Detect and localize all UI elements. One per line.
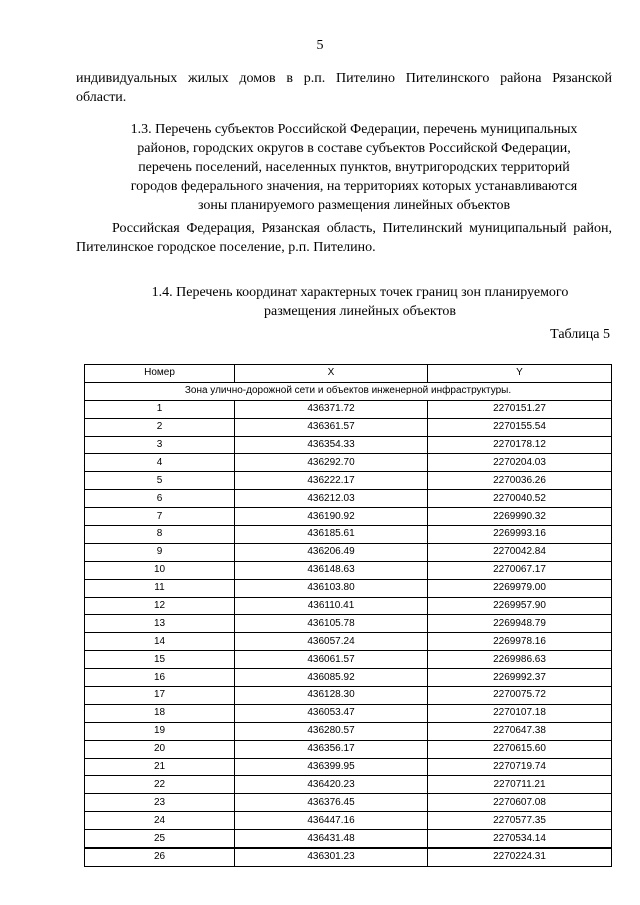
table-row xyxy=(85,722,612,740)
table-header-row xyxy=(85,365,612,383)
x-cell: 436110.41 xyxy=(235,597,428,615)
x-cell: 436292.70 xyxy=(235,454,428,472)
section-1-3-line: перечень поселений, населенных пунктов, внутригородских территорий xyxy=(138,160,570,175)
y-cell: 2270036.26 xyxy=(428,472,612,490)
table-row xyxy=(85,633,612,651)
table-row xyxy=(85,615,612,633)
x-cell: 436222.17 xyxy=(235,472,428,490)
point-number-cell: 4 xyxy=(85,454,235,472)
point-number-cell: 1 xyxy=(85,400,235,418)
point-number-cell: 26 xyxy=(85,848,235,866)
section-1-4-heading xyxy=(120,283,600,321)
x-cell: 436420.23 xyxy=(235,776,428,794)
y-cell: 2269948.79 xyxy=(428,615,612,633)
table-row xyxy=(85,400,612,418)
y-cell: 2270067.17 xyxy=(428,561,612,579)
x-cell: 436185.61 xyxy=(235,526,428,544)
x-cell: 436148.63 xyxy=(235,561,428,579)
y-cell: 2270224.31 xyxy=(428,848,612,866)
point-number-cell: 22 xyxy=(85,776,235,794)
point-number-cell: 3 xyxy=(85,436,235,454)
point-number-cell: 12 xyxy=(85,597,235,615)
point-number-cell: 11 xyxy=(85,579,235,597)
intro-paragraph xyxy=(76,69,612,107)
x-cell: 436431.48 xyxy=(235,830,428,848)
y-cell: 2269957.90 xyxy=(428,597,612,615)
table-row xyxy=(85,758,612,776)
table-row xyxy=(85,597,612,615)
table-row xyxy=(85,830,612,848)
x-cell: 436105.78 xyxy=(235,615,428,633)
y-cell: 2270155.54 xyxy=(428,418,612,436)
point-number-cell: 2 xyxy=(85,418,235,436)
table-row xyxy=(85,794,612,812)
section-1-3-line: городов федерального значения, на территориях которых устанавливаются xyxy=(130,179,578,194)
header-x: X xyxy=(235,365,428,383)
y-cell: 2270534.14 xyxy=(428,830,612,848)
x-cell: 436057.24 xyxy=(235,633,428,651)
section-1-3-line: районов, городских округов в составе субъектов Российской Федерации, xyxy=(137,141,571,156)
y-cell: 2269993.16 xyxy=(428,526,612,544)
y-cell: 2270615.60 xyxy=(428,740,612,758)
zone-title-row xyxy=(85,382,612,400)
table-row xyxy=(85,472,612,490)
section-1-3-line: зоны планируемого размещения линейных объектов xyxy=(197,198,511,213)
y-cell: 2270607.08 xyxy=(428,794,612,812)
x-cell: 436085.92 xyxy=(235,669,428,687)
y-cell: 2270151.27 xyxy=(428,400,612,418)
y-cell: 2269979.00 xyxy=(428,579,612,597)
x-cell: 436356.17 xyxy=(235,740,428,758)
point-number-cell: 6 xyxy=(85,490,235,508)
intro-line-2: области. xyxy=(76,90,127,105)
y-cell: 2270075.72 xyxy=(428,687,612,705)
point-number-cell: 21 xyxy=(85,758,235,776)
point-number-cell: 16 xyxy=(85,669,235,687)
x-cell: 436447.16 xyxy=(235,812,428,830)
point-number-cell: 13 xyxy=(85,615,235,633)
point-number-cell: 19 xyxy=(85,722,235,740)
header-number: Номер xyxy=(85,365,235,383)
point-number-cell: 5 xyxy=(85,472,235,490)
y-cell: 2270178.12 xyxy=(428,436,612,454)
point-number-cell: 23 xyxy=(85,794,235,812)
zone-title: Зона улично-дорожной сети и объектов инженерной инфраструктуры. xyxy=(85,382,612,400)
table-row xyxy=(85,561,612,579)
x-cell: 436361.57 xyxy=(235,418,428,436)
x-cell: 436354.33 xyxy=(235,436,428,454)
table-row xyxy=(85,812,612,830)
x-cell: 436280.57 xyxy=(235,722,428,740)
table-row xyxy=(85,651,612,669)
table-row xyxy=(85,418,612,436)
section-1-3-line: 1.3. Перечень субъектов Российской Федерации, перечень муниципальных xyxy=(130,122,578,137)
point-number-cell: 17 xyxy=(85,687,235,705)
point-number-cell: 8 xyxy=(85,526,235,544)
x-cell: 436053.47 xyxy=(235,704,428,722)
y-cell: 2269986.63 xyxy=(428,651,612,669)
point-number-cell: 15 xyxy=(85,651,235,669)
page-number: 5 xyxy=(316,38,324,53)
y-cell: 2270040.52 xyxy=(428,490,612,508)
table-row xyxy=(85,669,612,687)
y-cell: 2270042.84 xyxy=(428,543,612,561)
section-1-4-line: размещения линейных объектов xyxy=(263,304,456,319)
table-row xyxy=(85,508,612,526)
x-cell: 436206.49 xyxy=(235,543,428,561)
table-row xyxy=(85,579,612,597)
y-cell: 2270711.21 xyxy=(428,776,612,794)
x-cell: 436371.72 xyxy=(235,400,428,418)
x-cell: 436061.57 xyxy=(235,651,428,669)
y-cell: 2269990.32 xyxy=(428,508,612,526)
table-row xyxy=(85,687,612,705)
territory-paragraph: Российская Федерация, Рязанская область, Пителинский муниципальный район, Пителинское городское поселение, р.п. Пителино. xyxy=(76,221,612,255)
section-1-4-line: 1.4. Перечень координат характерных точек границ зон планируемого xyxy=(151,285,569,300)
x-cell: 436212.03 xyxy=(235,490,428,508)
y-cell: 2270577.35 xyxy=(428,812,612,830)
y-cell: 2269992.37 xyxy=(428,669,612,687)
x-cell: 436376.45 xyxy=(235,794,428,812)
section-1-3-heading xyxy=(84,120,624,215)
x-cell: 436128.30 xyxy=(235,687,428,705)
x-cell: 436399.95 xyxy=(235,758,428,776)
header-y: Y xyxy=(428,365,612,383)
point-number-cell: 18 xyxy=(85,704,235,722)
table-row xyxy=(85,543,612,561)
table-row xyxy=(85,776,612,794)
y-cell: 2270719.74 xyxy=(428,758,612,776)
table-row xyxy=(85,740,612,758)
point-number-cell: 24 xyxy=(85,812,235,830)
point-number-cell: 7 xyxy=(85,508,235,526)
table-row xyxy=(85,526,612,544)
table-row xyxy=(85,436,612,454)
intro-line-1: индивидуальных жилых домов в р.п. Пителино Пителинского района Рязанской xyxy=(76,71,612,86)
point-number-cell: 10 xyxy=(85,561,235,579)
table-label: Таблица 5 xyxy=(550,327,610,342)
y-cell: 2270647.38 xyxy=(428,722,612,740)
x-cell: 436103.80 xyxy=(235,579,428,597)
point-number-cell: 25 xyxy=(85,830,235,848)
y-cell: 2270204.03 xyxy=(428,454,612,472)
x-cell: 436301.23 xyxy=(235,848,428,866)
table-row xyxy=(85,848,612,866)
x-cell: 436190.92 xyxy=(235,508,428,526)
y-cell: 2270107.18 xyxy=(428,704,612,722)
table-row xyxy=(85,490,612,508)
y-cell: 2269978.16 xyxy=(428,633,612,651)
table-row xyxy=(85,454,612,472)
point-number-cell: 9 xyxy=(85,543,235,561)
point-number-cell: 14 xyxy=(85,633,235,651)
coordinates-table xyxy=(84,364,612,867)
table-row xyxy=(85,704,612,722)
point-number-cell: 20 xyxy=(85,740,235,758)
